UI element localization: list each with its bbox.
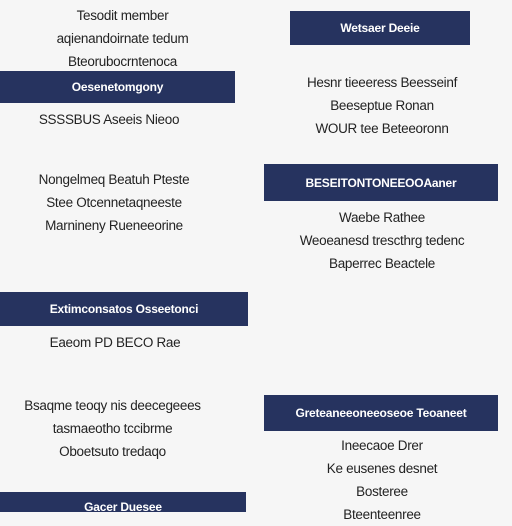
text-line: Tesodit member (76, 8, 169, 23)
section-header-right-1 (290, 11, 470, 45)
section-header-label: Extimconsatos Osseetonci (49, 302, 199, 316)
section-header-label: BESEITONTONEEOOAaner (305, 175, 457, 190)
left-text-block-4 (0, 331, 230, 354)
text-line: Weoeanesd trescthrg tedenc (299, 233, 465, 248)
text-line: Bteorubocrntenoca (68, 54, 177, 69)
right-text-block-2 (262, 206, 502, 275)
text-line: Waebe Rathee (339, 210, 425, 225)
section-header-left-3 (0, 492, 246, 512)
section-header-right-3 (264, 395, 498, 431)
section-header-right-2 (264, 164, 498, 201)
section-header-label: Oesenetomgony (71, 80, 164, 94)
text-line: SSSSBUS Aseeis Nieoo (38, 112, 180, 127)
text-line: Oboetsuto tredaqo (59, 444, 166, 459)
section-header-left-1 (0, 71, 235, 103)
text-line: Ke eusenes desnet (326, 461, 438, 476)
text-line: Bteenteenree (343, 507, 421, 522)
text-line: Marnineny Rueneeorine (45, 218, 183, 233)
text-line: Bsaqme teoqy nis deecegeees (24, 398, 201, 413)
right-text-block-3 (262, 434, 502, 526)
text-line: Ineecaoe Drer (341, 438, 423, 453)
text-line: Nongelmeq Beatuh Pteste (38, 172, 190, 187)
text-line: Hesnr tieeeress Beesseinf (306, 75, 458, 90)
text-line: Stee Otcennetaqneeste (46, 195, 182, 210)
left-text-block-5 (0, 394, 225, 463)
left-text-block-2 (0, 108, 218, 131)
section-header-label: Gacer Duesee (84, 500, 162, 512)
right-text-block-1 (262, 71, 502, 140)
left-text-block-1 (0, 4, 245, 73)
text-line: Beeseptue Ronan (330, 98, 434, 113)
section-header-label: Greteaneeoneeoseoe Teoaneet (295, 406, 467, 420)
text-line: Bosteree (356, 484, 408, 499)
left-text-block-3 (0, 168, 228, 237)
text-line: WOUR tee Beteeoronn (315, 121, 449, 136)
text-line: Baperrec Beactele (329, 256, 435, 271)
text-line: aqienandoirnate tedum (56, 31, 189, 46)
section-header-left-2 (0, 292, 248, 326)
text-line: tasmaeotho tccibrme (52, 421, 173, 436)
section-header-label: Wetsaer Deeie (340, 21, 420, 35)
text-line: Eaeom PD BECO Rae (49, 335, 181, 350)
